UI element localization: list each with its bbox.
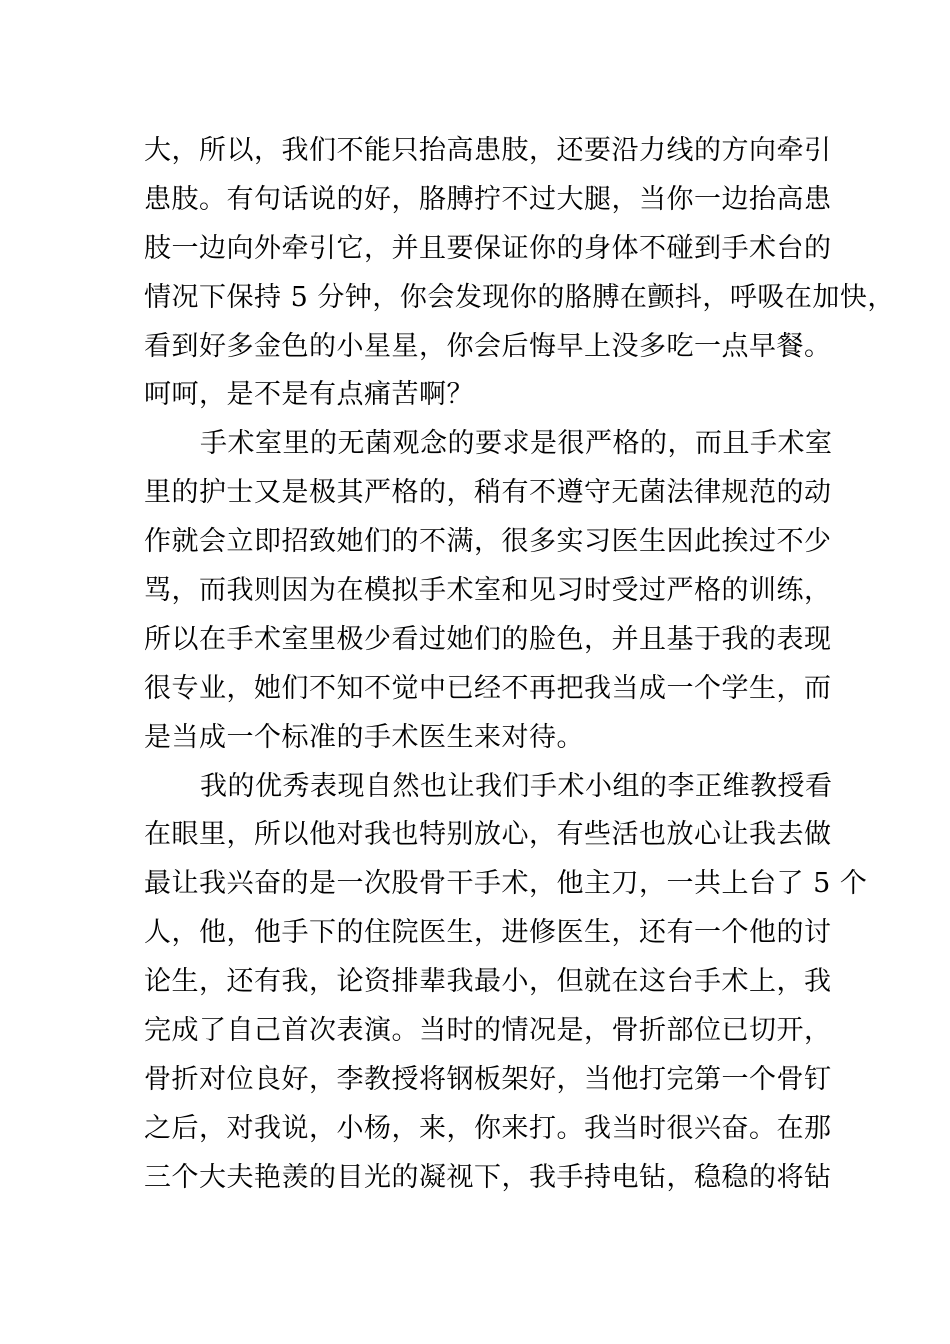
- text-line: 手术室里的无菌观念的要求是很严格的，而且手术室: [200, 428, 833, 460]
- text-line: 三个大夫艳羡的目光的凝视下，我手持电钻，稳稳的将钻: [144, 1161, 832, 1193]
- text-line: 很专业，她们不知不觉中已经不再把我当成一个学生，而: [144, 672, 832, 704]
- text-line: 情况下保持 5 分钟，你会发现你的胳膊在颤抖，呼吸在加快，: [144, 281, 895, 313]
- text-line: 是当成一个标准的手术医生来对待。: [144, 721, 584, 753]
- text-line: 人，他，他手下的住院医生，进修医生，还有一个他的讨: [144, 917, 832, 949]
- paragraph: [144, 420, 833, 762]
- text-line: 最让我兴奋的是一次股骨干手术，他主刀，一共上台了 5 个: [144, 868, 868, 900]
- paragraph: [144, 763, 868, 1203]
- text-line: 作就会立即招致她们的不满，很多实习医生因此挨过不少: [144, 526, 832, 558]
- text-line: 患肢。有句话说的好，胳膊拧不过大腿，当你一边抬高患: [144, 183, 832, 215]
- text-line: 论生，还有我，论资排辈我最小，但就在这台手术上，我: [144, 966, 832, 998]
- text-line: 骂，而我则因为在模拟手术室和见习时受过严格的训练，: [144, 575, 832, 607]
- text-line: 呵呵，是不是有点痛苦啊？: [144, 379, 474, 411]
- text-line: 大，所以，我们不能只抬高患肢，还要沿力线的方向牵引: [144, 135, 832, 166]
- text-line: 之后，对我说，小杨，来，你来打。我当时很兴奋。在那: [144, 1112, 832, 1144]
- text-line: 肢一边向外牵引它，并且要保证你的身体不碰到手术台的: [144, 232, 832, 264]
- text-line: 在眼里，所以他对我也特别放心，有些活也放心让我去做: [144, 819, 832, 851]
- paragraph: [144, 127, 895, 420]
- text-line: 完成了自己首次表演。当时的情况是，骨折部位已切开，: [144, 1015, 832, 1047]
- text-line: 骨折对位良好，李教授将钢板架好，当他打完第一个骨钉: [144, 1063, 832, 1095]
- text-line: 所以在手术室里极少看过她们的脸色，并且基于我的表现: [144, 623, 832, 655]
- text-line: 里的护士又是极其严格的，稍有不遵守无菌法律规范的动: [144, 477, 832, 509]
- text-line: 看到好多金色的小星星，你会后悔早上没多吃一点早餐。: [144, 330, 832, 362]
- body-text: [144, 127, 895, 1203]
- text-line: 我的优秀表现自然也让我们手术小组的李正维教授看: [200, 770, 833, 802]
